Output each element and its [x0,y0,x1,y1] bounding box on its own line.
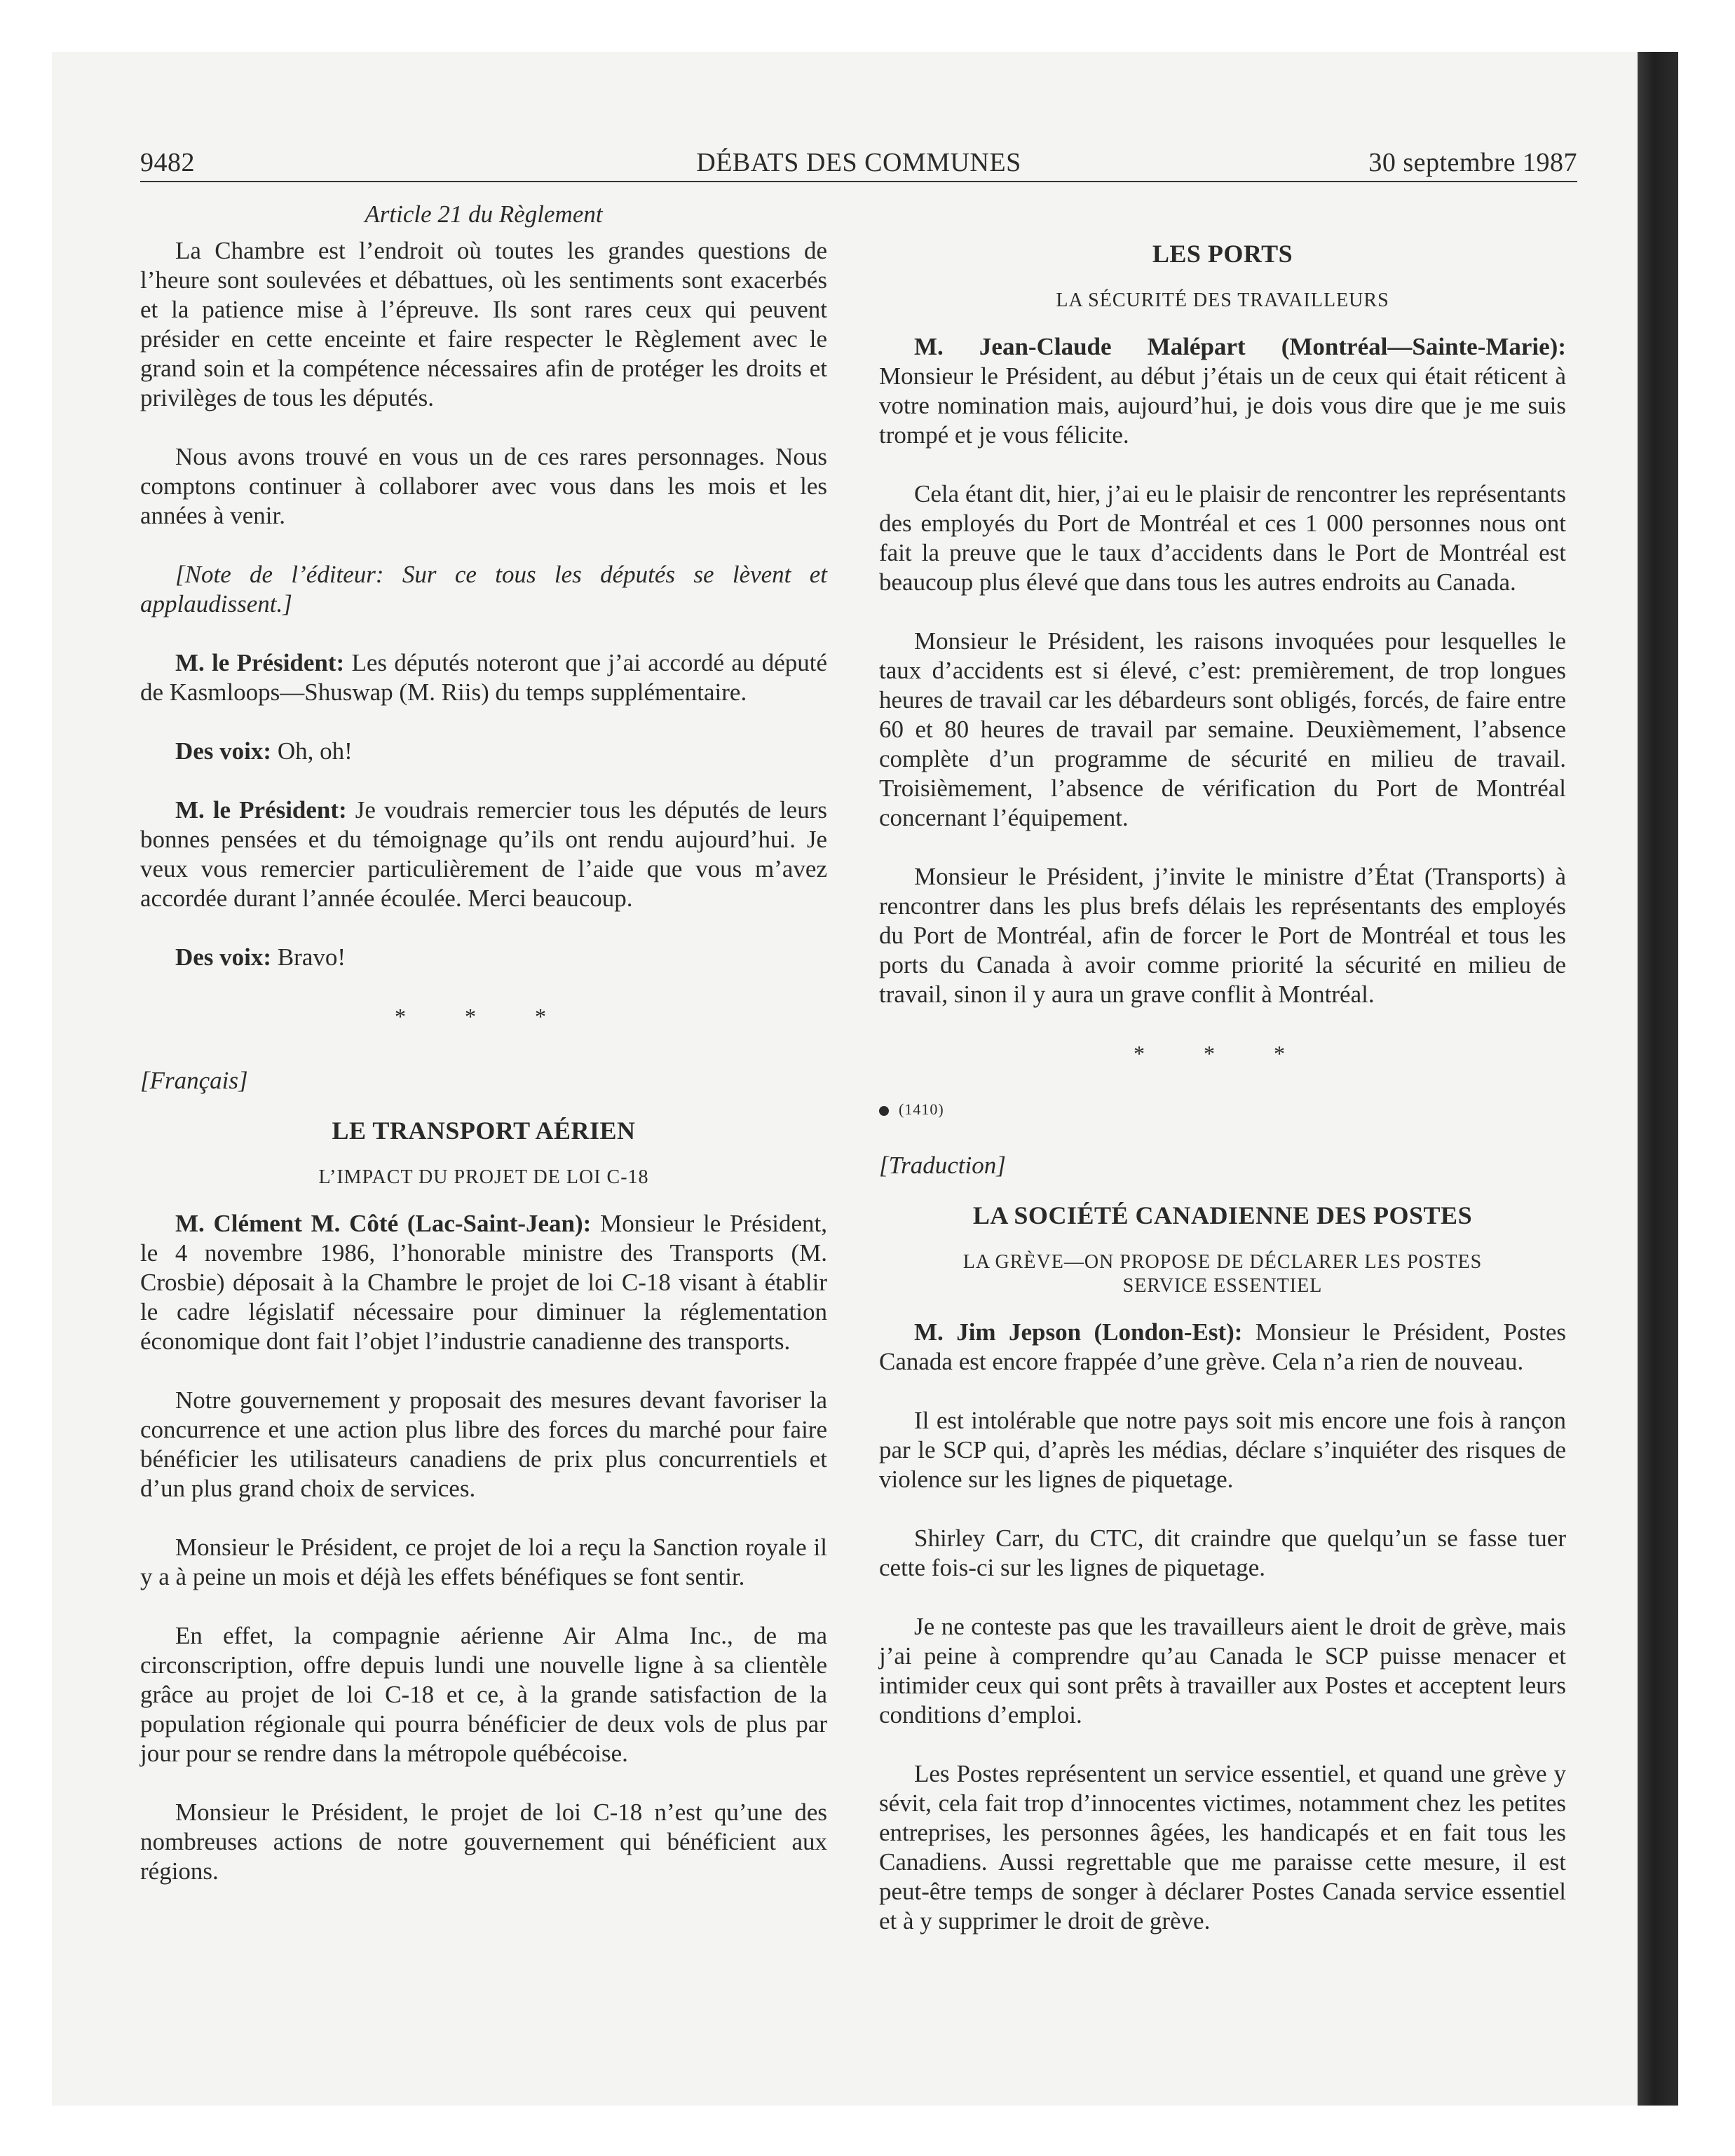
speech-text: Oh, oh! [271,737,353,765]
section-heading: LES PORTS [1152,240,1293,268]
language-marker: [Traduction] [879,1152,1006,1179]
speaker-name: M. Jim Jepson (London-Est): [914,1318,1243,1346]
paragraph: Les Postes représentent un service essentiel, et quand une grève y sévit, cela fait trop d’innocentes victimes, notamment chez les petites entreprises, les personnes âgées, les handicapés et en fait tous les Canadiens. Aussi regrettable que me paraisse cette mesure, il est peut-être temps de songer à déclarer Postes Canada service essentiel et à y supprimer le droit de grève. [879,1760,1566,1935]
speaker-name: M. Clément M. Côté (Lac-Saint-Jean): [175,1210,592,1237]
scan-edge [1638,52,1678,2106]
section-subheading: LA SÉCURITÉ DES TRAVAILLEURS [1056,289,1389,311]
speech [140,943,827,972]
time-marker [879,1098,1566,1121]
speech-text: Les députés noteront que j’ai accordé au député de Kasmloops—Shuswap (M. Riis) du temps supplémentaire. [140,649,827,706]
language-marker: [Français] [140,1067,248,1094]
paragraph: Monsieur le Président, j’invite le ministre d’État (Transports) à rencontrer dans les plus brefs délais les représentants des employés du Port de Montréal, afin de forcer le Port de Montréal et tous les ports du Canada à avoir comme priorité la sécurité en milieu de travail, sinon il y aura un grave conflit à Montréal. [879,863,1566,1008]
paragraph: Monsieur le Président, ce projet de loi a reçu la Sanction royale il y a à peine un mois et déjà les effets bénéfiques se font sentir. [140,1534,827,1590]
paragraph: Notre gouvernement y proposait des mesures devant favoriser la concurrence et une action plus libre des forces du marché pour faire bénéficier les utilisateurs canadiens de prix plus concurrentiels et d’un plus grand choix de services. [140,1386,827,1502]
right-column [879,200,1566,1936]
paragraph: En effet, la compagnie aérienne Air Alma Inc., de ma circonscription, offre depuis lundi une nouvelle ligne à sa clientèle grâce au projet de loi C-18 et ce, à la grande satisfaction de la population régionale qui pourra bénéficier de deux vols de plus par jour pour se rendre dans la métropole québécoise. [140,1622,827,1767]
speaker-name: M. le Président: [175,796,347,824]
speech-text: Monsieur le Président, Postes Canada est encore frappée d’une grève. Cela n’a rien de nouveau. [879,1318,1566,1375]
paragraph: Nous avons trouvé en vous un de ces rares personnages. Nous comptons continuer à collaborer avec vous dans les mois et les années à venir. [140,443,827,529]
paragraph: Il est intolérable que notre pays soit mis encore une fois à rançon par le SCP qui, d’après les médias, déclare s’inquiéter des risques de violence sur les lignes de piquetage. [879,1407,1566,1493]
section-subheading: LA GRÈVE—ON PROPOSE DE DÉCLARER LES POSTES SERVICE ESSENTIEL [962,1251,1483,1297]
speech [140,648,827,707]
speech-text: Bravo! [271,943,346,971]
speech [879,1318,1566,1377]
speech-text: Je voudrais remercier tous les députés de leurs bonnes pensées et du témoignage qu’ils ont rendu aujourd’hui. Je veux vous remercier particulièrement de l’aide que vous m’avez accordée durant l’année écoulée. Merci beaucoup. [140,796,827,912]
speech [140,1209,827,1356]
section-heading: LE TRANSPORT AÉRIEN [332,1117,636,1145]
paragraph: Cela étant dit, hier, j’ai eu le plaisir de rencontrer les représentants des employés du Port de Montréal et ces 1 000 personnes nous ont fait la preuve que le taux d’accidents dans le Port de Montréal est beaucoup plus élevé que dans tous les autres endroits au Canada. [879,480,1566,596]
speech-text: Monsieur le Président, le 4 novembre 1986, l’honorable ministre des Transports (M. Crosbie) déposait à la Chambre le projet de loi C-18 visant à établir le cadre législatif nécessaire pour diminuer la réglementation économique dont fait l’objet l’industrie canadienne des transports. [140,1210,827,1355]
speech [140,737,827,766]
speech [879,332,1566,450]
section-heading: LA SOCIÉTÉ CANADIENNE DES POSTES [972,1201,1473,1229]
article-title: Article 21 du Règlement [365,200,603,228]
time-marker-text: (1410) [899,1100,944,1118]
page-number: 9482 [140,148,195,177]
paragraph: Je ne conteste pas que les travailleurs aient le droit de grève, mais j’ai peine à comprendre qu’au Canada le SCP puisse menacer et intimider ceux qui sont prêts à travailler aux Postes et acceptent leurs conditions d’emploi. [879,1613,1566,1728]
header-rule [140,181,1577,182]
speaker-name: M. le Président: [175,649,345,676]
section-separator: * * * [1134,1041,1312,1066]
left-column [140,200,827,1886]
speaker-name: M. Jean-Claude Malépart (Montréal—Sainte-Marie): [914,333,1566,360]
speech [140,796,827,913]
paragraph: Monsieur le Président, le projet de loi C-18 n’est qu’une des nombreuses actions de notre gouvernement qui bénéficient aux régions. [140,1799,827,1885]
section-separator: * * * [395,1004,573,1029]
speech-text: Monsieur le Président, au début j’étais un de ceux qui était réticent à votre nomination mais, aujourd’hui, je dois vous dire que je me suis trompé et je vous félicite. [879,362,1566,449]
section-subheading: L’IMPACT DU PROJET DE LOI C-18 [318,1166,649,1188]
paragraph: Monsieur le Président, les raisons invoquées pour lesquelles le taux d’accidents est si élevé, c’est: premièrement, de trop longues heures de travail car les débardeurs sont obligés, forcés, de faire entre 60 et 80 heures de travail par semaine. Deuxièmement, l’absence complète d’un programme de sécurité en milieu de travail. Troisièmement, l’absence de vérification du Port de Montréal concernant l’équipement. [879,627,1566,831]
page-header [140,147,1577,184]
paragraph: Shirley Carr, du CTC, dit craindre que quelqu’un se fasse tuer cette fois-ci sur les lignes de piquetage. [879,1524,1566,1581]
editor-note: [Note de l’éditeur: Sur ce tous les députés se lèvent et applaudissent.] [140,561,827,618]
running-title: DÉBATS DES COMMUNES [696,148,1021,177]
bullet-icon [879,1106,889,1116]
speaker-name: Des voix: [175,737,272,765]
page-date: 30 septembre 1987 [1368,148,1577,177]
paragraph: La Chambre est l’endroit où toutes les grandes questions de l’heure sont soulevées et débattues, où les sentiments sont exacerbés et la patience mise à l’épreuve. Ils sont rares ceux qui peuvent présider en cette enceinte et faire respecter le Règlement avec le grand soin et la compétence nécessaires afin de protéger les droits et privilèges de tous les députés. [140,237,827,411]
speaker-name: Des voix: [175,943,272,971]
